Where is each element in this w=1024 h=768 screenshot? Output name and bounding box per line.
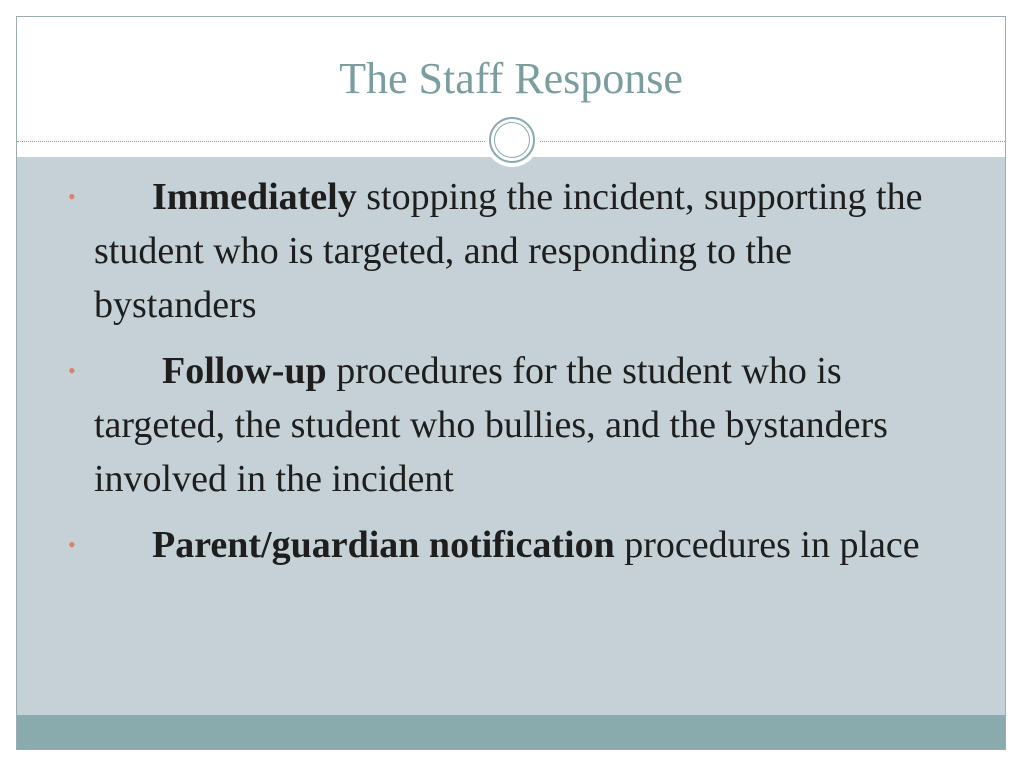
bullet-icon: •: [68, 532, 76, 557]
bullet-text: stopping the incident, supporting the student who is targeted, and responding to the bystanders: [94, 176, 923, 326]
bullet-bold-text: Immediately: [152, 176, 357, 218]
bullet-item: [60, 344, 960, 506]
bullet-icon: •: [68, 358, 76, 383]
bullet-text: procedures for the student who is targeted, the student who bullies, and the bystanders involved in the incident: [94, 350, 888, 500]
bullet-item: [60, 170, 960, 332]
bullet-bold-text: Parent/guardian notification: [152, 524, 615, 566]
bullet-bold-text: Follow-up: [162, 350, 327, 392]
circle-ornament-icon: [485, 113, 539, 167]
bullet-icon: •: [68, 184, 76, 209]
footer-band: [17, 715, 1005, 749]
bullet-item: [60, 518, 960, 572]
bullet-text: procedures in place: [614, 524, 920, 566]
bullet-list: [60, 170, 960, 584]
slide-title: The Staff Response: [339, 54, 683, 103]
